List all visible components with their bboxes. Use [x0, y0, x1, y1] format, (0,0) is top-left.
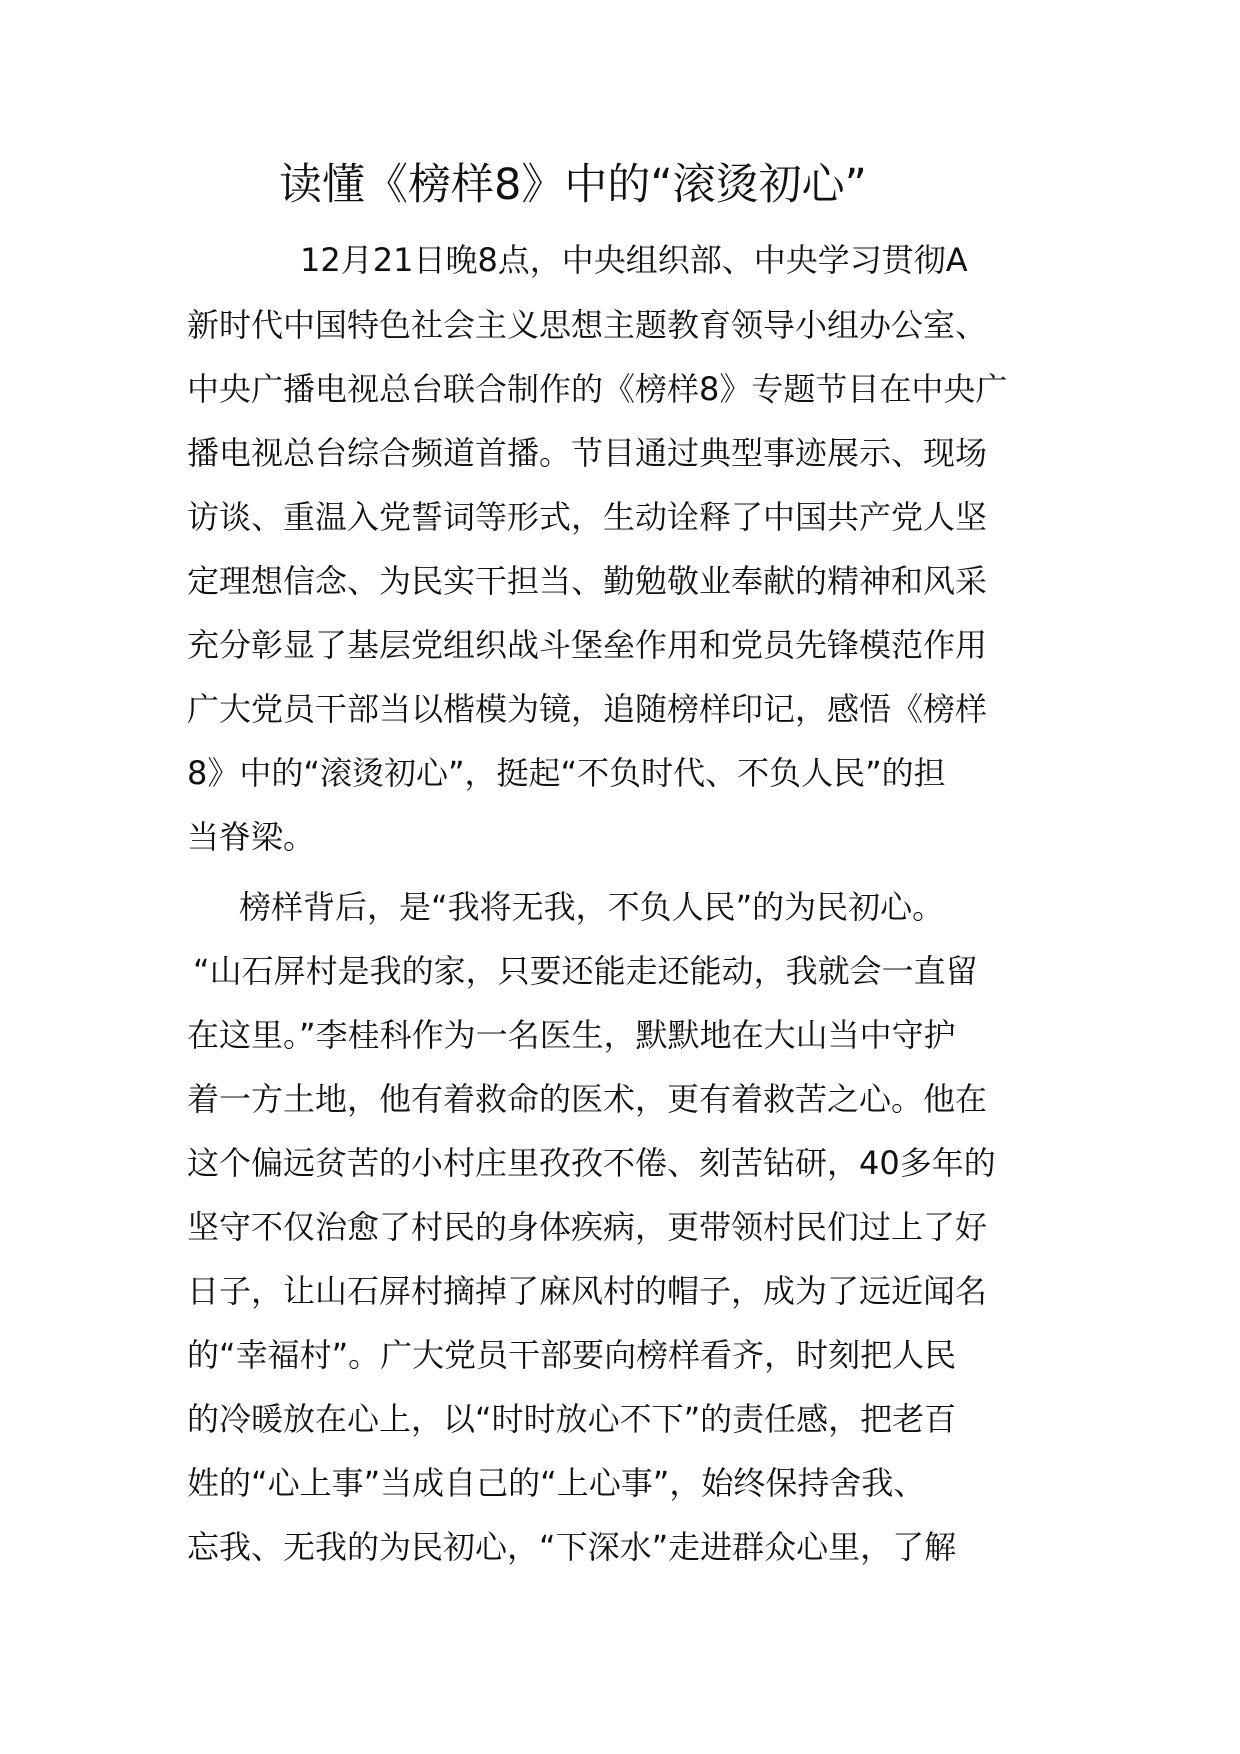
text-line: 12月21日晚8点，中央组织部、中央学习贯彻A — [300, 241, 968, 279]
text-line: 播电视总台综合频道首播。节目通过典型事迹展示、现场 — [187, 434, 988, 472]
text-line: 这个偏远贫苦的小村庄里孜孜不倦、刻苦钻研，40多年的 — [187, 1144, 996, 1182]
text-line: 中央广播电视总台联合制作的《榜样8》专题节目在中央广 — [187, 370, 1008, 408]
text-line: 坚守不仅治愈了村民的身体疾病，更带领村民们过上了好 — [187, 1208, 988, 1246]
text-line: 的冷暖放在心上，以“时时放心不下”的责任感，把老百 — [187, 1400, 957, 1438]
text-line: 新时代中国特色社会主义思想主题教育领导小组办公室、 — [187, 306, 988, 344]
text-line: 当脊梁。 — [187, 818, 316, 856]
document-title: 读懂《榜样8》中的“滚烫初心” — [279, 160, 867, 210]
text-line: 充分彰显了基层党组织战斗堡垒作用和党员先锋模范作用 — [187, 626, 988, 664]
text-line: 在这里。”李桂科作为一名医生，默默地在大山当中守护 — [187, 1016, 956, 1054]
text-line: 着一方土地，他有着救命的医术，更有着救苦之心。他在 — [187, 1080, 988, 1118]
text-line: 忘我、无我的为民初心，“下深水”走进群众心里，了解 — [187, 1528, 957, 1566]
text-line: 访谈、重温入党誓词等形式，生动诠释了中国共产党人坚 — [187, 498, 988, 536]
text-line: “山石屏村是我的家，只要还能走还能动，我就会一直留 — [193, 952, 978, 990]
text-line: 广大党员干部当以楷模为镜，追随榜样印记，感悟《榜样 — [187, 690, 988, 728]
text-line: 定理想信念、为民实干担当、勤勉敬业奉献的精神和风采 — [187, 562, 988, 600]
text-line: 8》中的“滚烫初心”，挺起“不负时代、不负人民”的担 — [187, 754, 946, 792]
text-line: 榜样背后，是“我将无我，不负人民”的为民初心。 — [239, 888, 945, 926]
text-line: 姓的“心上事”当成自己的“上心事”，始终保持舍我、 — [187, 1464, 926, 1502]
text-line: 日子，让山石屏村摘掉了麻风村的帽子，成为了远近闻名 — [187, 1272, 988, 1310]
text-line: 的“幸福村”。广大党员干部要向榜样看齐，时刻把人民 — [187, 1336, 957, 1374]
